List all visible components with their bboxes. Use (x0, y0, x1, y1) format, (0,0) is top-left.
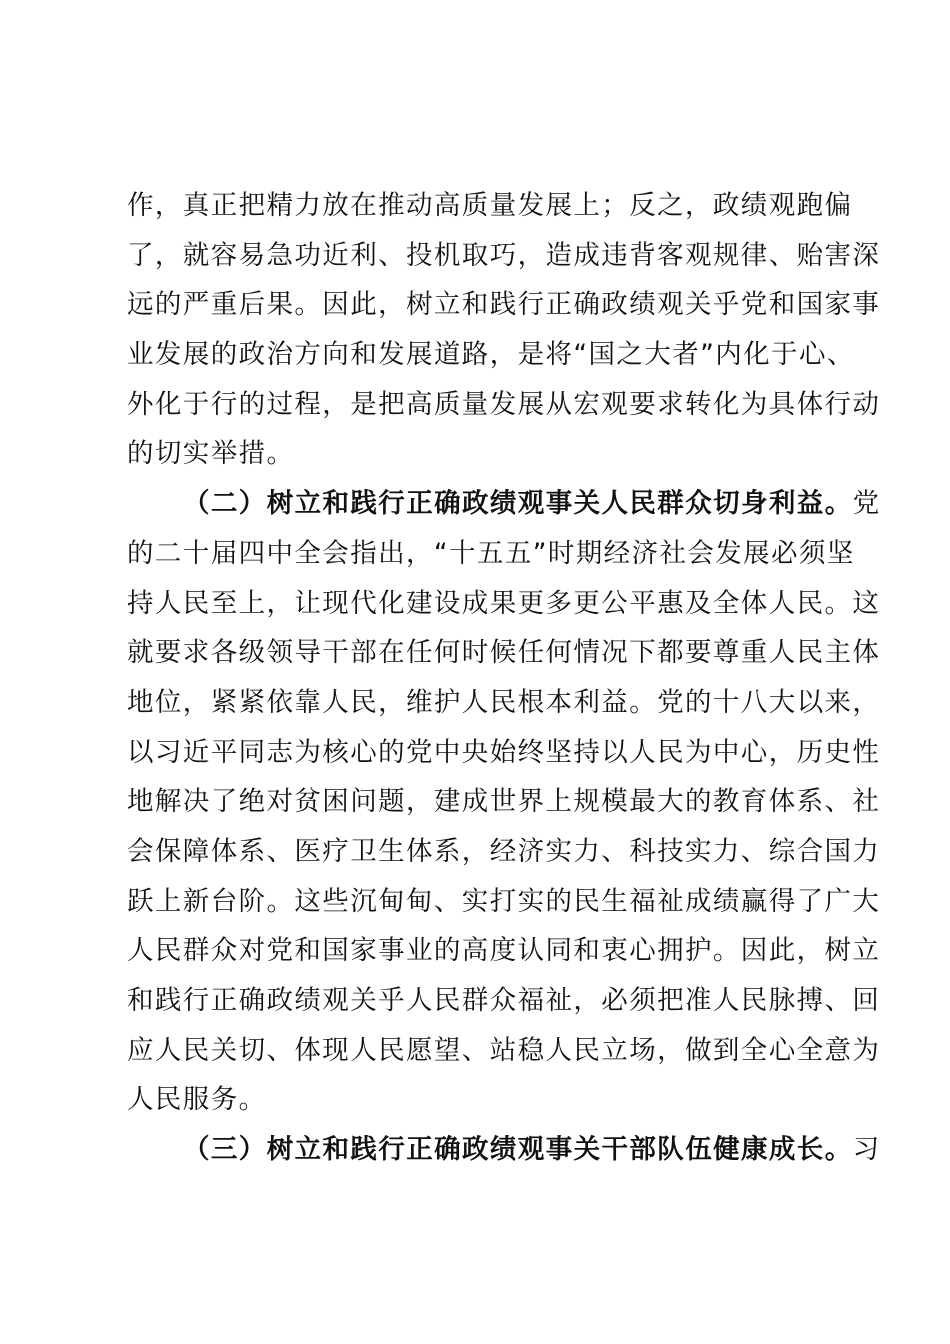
section-heading: （三）树立和践行正确政绩观事关干部队伍健康成长。 (183, 1134, 853, 1166)
text-line: 远的严重后果。因此，树立和践行正确政绩观关乎党和国家事 (127, 289, 881, 321)
text-line: 就要求各级领导干部在任何时候任何情况下都要尊重人民主体 (127, 637, 881, 669)
paragraph-section-2 (127, 479, 881, 1125)
paragraph-section-3 (127, 1125, 881, 1175)
text-line: 外化于行的过程，是把高质量发展从宏观要求转化为具体行动 (127, 388, 881, 420)
text-line: 人民服务。 (127, 1084, 267, 1116)
text-line: 和践行正确政绩观关乎人民群众福祉，必须把准人民脉搏、回 (127, 985, 881, 1016)
text-line: 持人民至上，让现代化建设成果更多更公平惠及全体人民。这 (127, 587, 881, 619)
text-line: 地解决了绝对贫困问题，建成世界上规模最大的教育体系、社 (127, 786, 881, 818)
text-line: 作，真正把精力放在推动高质量发展上；反之，政绩观跑偏 (127, 190, 853, 221)
text-line: 业发展的政治方向和发展道路，是将“国之大者”内化于心、 (127, 339, 855, 371)
paragraph-continuation (127, 181, 881, 479)
text-line: 以习近平同志为核心的党中央始终坚持以人民为中心，历史性 (127, 736, 881, 768)
text-line: 人民群众对党和国家事业的高度认同和衷心拥护。因此，树立 (127, 935, 881, 967)
text-line: 了，就容易急功近利、投机取巧，造成违背客观规律、贻害深 (127, 239, 881, 271)
text-line: 地位，紧紧依靠人民，维护人民根本利益。党的十八大以来， (127, 686, 881, 718)
text-line: 会保障体系、医疗卫生体系，经济实力、科技实力、综合国力 (127, 835, 881, 867)
text-fragment: 习 (852, 1134, 881, 1166)
section-heading-line (127, 1125, 881, 1175)
text-line: 跃上新台阶。这些沉甸甸、实打实的民生福祉成绩赢得了广大 (127, 885, 881, 917)
text-fragment: 党 (852, 488, 881, 520)
text-line: 的二十届四中全会指出，“十五五”时期经济社会发展必须坚 (127, 537, 855, 569)
document-body (127, 181, 881, 1175)
section-heading: （二）树立和践行正确政绩观事关人民群众切身利益。 (183, 488, 853, 520)
text-line: 应人民关切、体现人民愿望、站稳人民立场，做到全心全意为 (127, 1034, 881, 1066)
section-heading-line (127, 479, 881, 529)
text-line: 的切实举措。 (127, 438, 295, 470)
